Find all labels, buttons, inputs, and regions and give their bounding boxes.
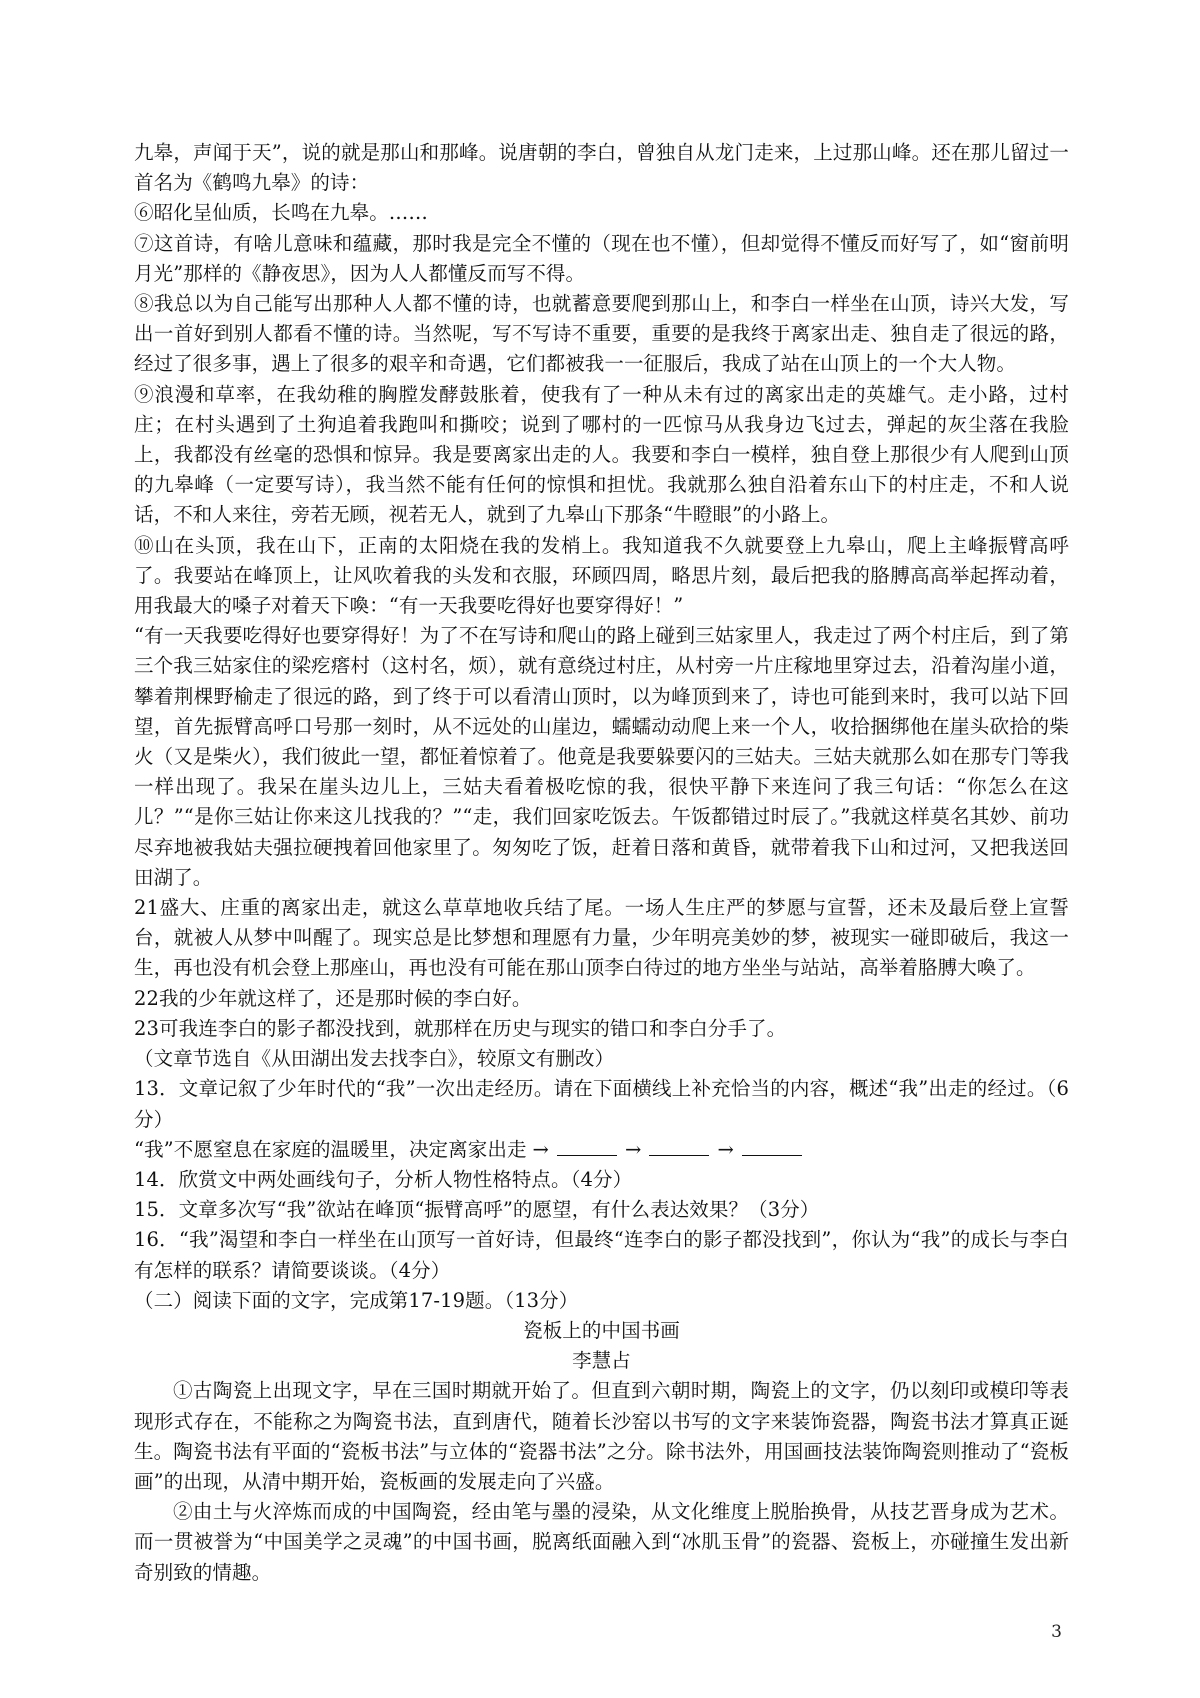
article1-paragraph: ⑦这首诗，有啥儿意味和蕴藏，那时我是完全不懂的（现在也不懂），但却觉得不懂反而好写了，如“窗前明月光”那样的《静夜思》，因为人人都懂反而写不得。 — [134, 231, 1069, 285]
article1-paragraph: ⑨浪漫和草率，在我幼稚的胸膛发酵鼓胀着，使我有了一种从未有过的离家出走的英雄气。走小路，过村庄；在村头遇到了土狗追着我跑叫和撕咬；说到了哪村的一匹惊马从我身边飞过去，弹起的灰尘落在我脸上，我都没有丝毫的恐惧和惊异。我是要离家出走的人。我要和李白一模样，独自登上那很少有人爬到山顶的九皋峰（一定要写诗），我当然不能有任何的惊惧和担忧。我就那么独自沿着东山下的村庄走，不和人说话，不和人来往，旁若无顾，视若无人，就到了九皋山下那条“牛瞪眼”的小路上。 — [134, 382, 1069, 527]
article2-title: 瓷板上的中国书画 — [523, 1318, 680, 1342]
article2-author: 李慧占 — [572, 1349, 631, 1373]
arrow-icon: → — [532, 1137, 549, 1161]
article1-paragraph: ⑥昭化呈仙质，长鸣在九皋。…… — [134, 201, 429, 225]
answer-blank-2[interactable] — [649, 1137, 709, 1156]
answer-blank-1[interactable] — [557, 1137, 617, 1156]
article2-paragraph: ①古陶瓷上出现文字，早在三国时期就开始了。但直到六朝时期，陶瓷上的文字，仍以刻印或模印等表现形式存在，不能称之为陶瓷书法，直到唐代，随着长沙窑以书写的文字来装饰瓷器，陶瓷书法才算真正诞生。陶瓷书法有平面的“瓷板书法”与立体的“瓷器书法”之分。除书法外，用国画技法装饰陶瓷则推动了“瓷板画”的出现，从清中期开始，瓷板画的发展走向了兴盛。 — [134, 1379, 1069, 1493]
article1-paragraph: 22我的少年就这样了，还是那时候的李白好。 — [134, 986, 532, 1010]
question-13-fill-row — [134, 1135, 1069, 1165]
question-13-fill-prefix: “我”不愿窒息在家庭的温暖里，决定离家出走 — [134, 1137, 527, 1161]
question-14: 14．欣赏文中两处画线句子，分析人物性格特点。（4分） — [134, 1167, 633, 1191]
arrow-icon: → — [625, 1137, 642, 1161]
question-13: 13．文章记叙了少年时代的“我”一次出走经历。请在下面横线上补充恰当的内容，概述“我”出走的经过。（6分） — [134, 1077, 1069, 1131]
article1-paragraph: 21盛大、庄重的离家出走，就这么草草地收兵结了尾。一场人生庄严的梦愿与宣誓，还未及最后登上宣誓台，就被人从梦中叫醒了。现实总是比梦想和理愿有力量，少年明亮美妙的梦，被现实一碰即破后，我这一生，再也没有机会登上那座山，再也没有可能在那山顶李白待过的地方坐坐与站站，高举着胳膊大喚了。 — [134, 896, 1069, 980]
article1-paragraph: 23可我连李白的影子都没找到，就那样在历史与现实的错口和李白分手了。 — [134, 1016, 787, 1040]
answer-blank-3[interactable] — [742, 1137, 802, 1156]
document-page — [134, 138, 1069, 1588]
section-2-heading: （二）阅读下面的文字，完成第17-19题。（13分） — [134, 1288, 579, 1312]
question-15: 15．文章多次写“我”欲站在峰顶“振臂高呼”的愿望，有什么表达效果？（3分） — [134, 1198, 820, 1222]
article2-paragraph: ②由土与火淬炼而成的中国陶瓷，经由笔与墨的浸染，从文化维度上脱胎换骨，从技艺晋身成为艺术。而一贯被誉为“中国美学之灵魂”的中国书画，脱离纸面融入到“冰肌玉骨”的瓷器、瓷板上，亦碰撞生发出新奇别致的情趣。 — [134, 1500, 1069, 1584]
article1-paragraph: 九皋，声闻于天”，说的就是那山和那峰。说唐朝的李白，曾独自从龙门走来，上过那山峰。还在那儿留过一首名为《鹤鸣九皋》的诗： — [134, 141, 1069, 195]
arrow-icon: → — [717, 1137, 734, 1161]
article1-paragraph: ⑧我总以为自己能写出那种人人都不懂的诗，也就蓄意要爬到那山上，和李白一样坐在山顶，诗兴大发，写出一首好到别人都看不懂的诗。当然呢，写不写诗不重要，重要的是我终于离家出走、独自走了很远的路，经过了很多事，遇上了很多的艰辛和奇遇，它们都被我一一征服后，我成了站在山顶上的一个大人物。 — [134, 292, 1069, 376]
article1-paragraph: ⑩山在头顶，我在山下，正南的太阳烧在我的发梢上。我知道我不久就要登上九皋山，爬上主峰振臂高呼了。我要站在峰顶上，让风吹着我的头发和衣服，环顾四周，略思片刻，最后把我的胳膊高高举起挥动着，用我最大的嗓子对着天下喚：“有一天我要吃得好也要穿得好！” — [134, 533, 1069, 618]
question-16: 16．“我”渴望和李白一样坐在山顶写一首好诗，但最终“连李白的影子都没找到”，你认为“我”的成长与李白有怎样的联系？请简要谈谈。（4分） — [134, 1228, 1069, 1282]
article1-paragraph: “有一天我要吃得好也要穿得好！为了不在写诗和爬山的路上碰到三姑家里人，我走过了两个村庄后，到了第三个我三姑家住的梁疙瘩村（这村名，烦），就有意绕过村庄，从村旁一片庄稼地里穿过去，沿着沟崖小道，攀着荆棵野榆走了很远的路，到了终于可以看清山顶时，以为峰顶到来了，诗也可能到来时，我可以站下回望，首先振臂高呼口号那一刻时，从不远处的山崖边，蠕蠕动动爬上来一个人，收拾捆绑他在崖头砍拾的柴火（又是柴火），我们彼此一望，都怔着惊着了。他竟是我要躲要闪的三姑夫。三姑夫就那么如在那专门等我一样出现了。我呆在崖头边儿上，三姑夫看着极吃惊的我，很快平静下来连问了我三句话：“你怎么在这儿？”“是你三姑让你来这儿找我的？”“走，我们回家吃饭去。午饭都错过时辰了。”我就这样莫名其妙、前功尽弃地被我姑夫强拉硬拽着回他家里了。匆匆吃了饭，赶着日落和黄昏，就带着我下山和过河，又把我送回田湖了。 — [134, 624, 1069, 889]
article-source-note: （文章节选自《从田湖出发去找李白》，较原文有删改） — [134, 1047, 615, 1071]
page-number: 3 — [1051, 1622, 1062, 1642]
